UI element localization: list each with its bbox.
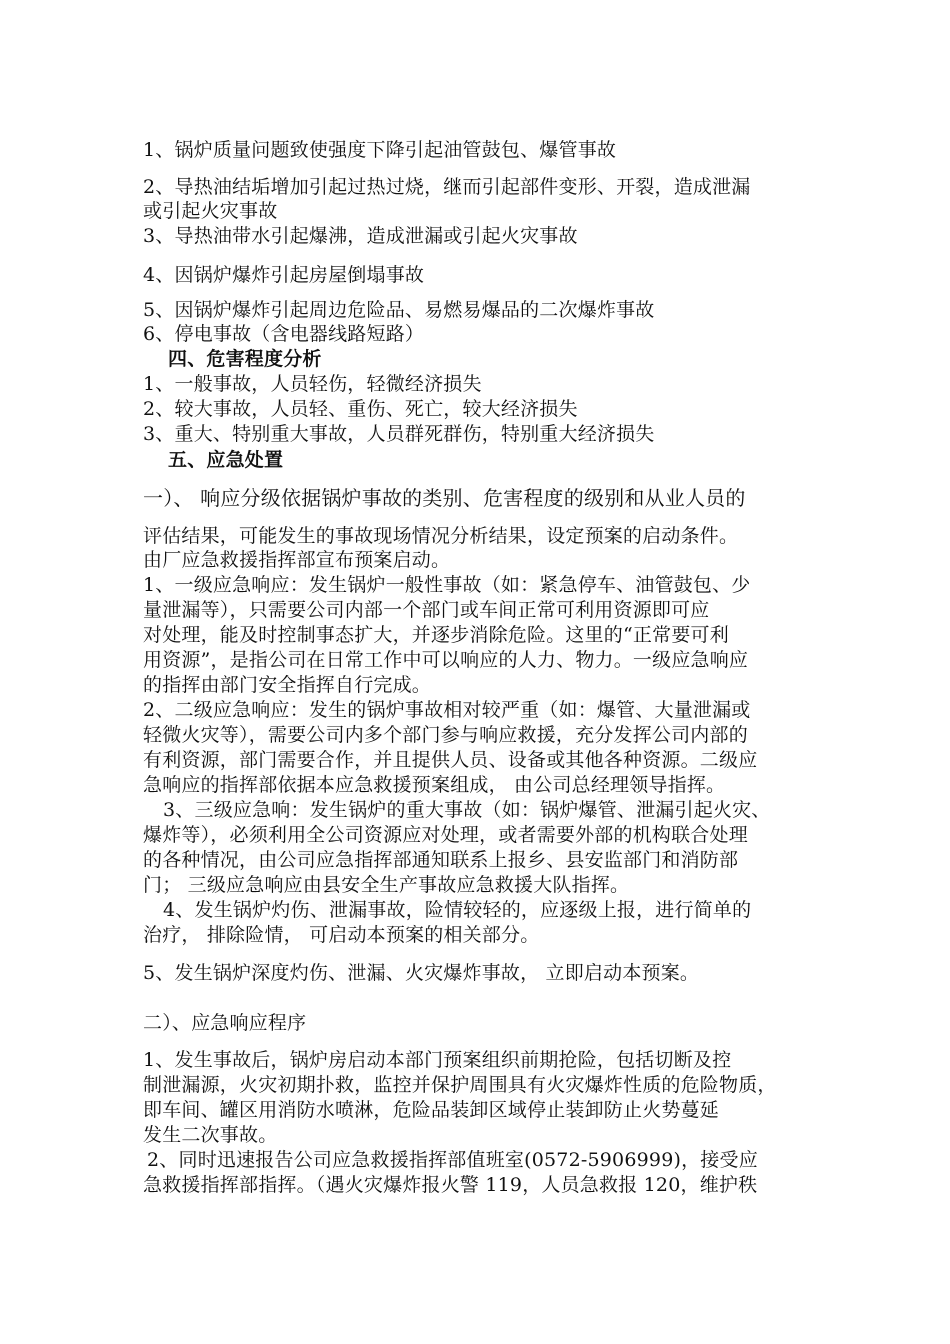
text-line: 制泄漏源，火灾初期扑救，监控并保护周围具有火灾爆炸性质的危险物质， — [143, 1074, 777, 1096]
text-line: 或引起火灾事故 — [143, 200, 278, 222]
text-line: 轻微火灾等），需要公司内多个部门参与响应救援，充分发挥公司内部的 — [143, 724, 748, 746]
text-line: 的指挥由部门安全指挥自行完成。 — [143, 674, 432, 696]
text-line: 2、较大事故，人员轻、重伤、死亡，较大经济损失 — [143, 398, 578, 420]
text-line: 急救援指挥部指挥。（遇火灾爆炸报火警 119，人员急救报 120，维护秩 — [143, 1174, 758, 1196]
text-line: 3、重大、特别重大事故，人员群死群伤，特别重大经济损失 — [143, 423, 655, 445]
text-line: 1、发生事故后，锅炉房启动本部门预案组织前期抢险，包括切断及控 — [143, 1049, 732, 1071]
text-line: 1、锅炉质量问题致使强度下降引起油管鼓包、爆管事故 — [143, 139, 617, 161]
text-line: 3、三级应急响：发生锅炉的重大事故（如：锅炉爆管、泄漏引起火灾、 — [163, 799, 771, 821]
text-line: 由厂应急救援指挥部宣布预案启动。 — [143, 549, 451, 571]
text-line: 1、一级应急响应：发生锅炉一般性事故（如：紧急停车、油管鼓包、少 — [143, 574, 751, 596]
text-line: 4、发生锅炉灼伤、泄漏事故，险情较轻的，应逐级上报，进行简单的 — [163, 899, 752, 921]
text-line: 3、导热油带水引起爆沸，造成泄漏或引起火灾事故 — [143, 225, 578, 247]
text-line: 评估结果，可能发生的事故现场情况分析结果，设定预案的启动条件。 — [143, 525, 739, 547]
section-heading: 五、应急处置 — [168, 449, 284, 471]
text-line: 2、二级应急响应：发生的锅炉事故相对较严重（如：爆管、大量泄漏或 — [143, 699, 751, 721]
text-line: 5、因锅炉爆炸引起周边危险品、易燃易爆品的二次爆炸事故 — [143, 299, 655, 321]
text-line: 二）、应急响应程序 — [143, 1012, 307, 1034]
text-line: 有利资源，部门需要合作，并且提供人员、设备或其他各种资源。二级应 — [143, 749, 758, 771]
text-line: 2、导热油结垢增加引起过热过烧，继而引起部件变形、开裂，造成泄漏 — [143, 176, 751, 198]
text-line: 4、因锅炉爆炸引起房屋倒塌事故 — [143, 264, 425, 286]
text-line: 对处理，能及时控制事态扩大，并逐步消除危险。这里的“正常要可利 — [143, 624, 729, 646]
text-line: 爆炸等），必须利用全公司资源应对处理，或者需要外部的机构联合处理 — [143, 824, 748, 846]
text-line: 治疗， 排除险情， 可启动本预案的相关部分。 — [143, 924, 540, 946]
text-line: 急响应的指挥部依据本应急救援预案组成， 由公司总经理领导指挥。 — [143, 774, 726, 796]
text-line: 门； 三级应急响应由县安全生产事故应急救援大队指挥。 — [143, 874, 630, 896]
text-line: 6、停电事故（含电器线路短路） — [143, 323, 425, 345]
text-line: 量泄漏等），只需要公司内部一个部门或车间正常可利用资源即可应 — [143, 599, 710, 621]
text-line: 即车间、罐区用消防水喷淋，危险品装卸区域停止装卸防止火势蔓延 — [143, 1099, 720, 1121]
text-line: 的各种情况，由公司应急指挥部通知联系上报乡、县安监部门和消防部 — [143, 849, 739, 871]
text-line: 发生二次事故。 — [143, 1124, 278, 1146]
section-heading: 四、危害程度分析 — [168, 348, 322, 370]
text-line: 用资源”，是指公司在日常工作中可以响应的人力、物力。一级应急响应 — [143, 649, 749, 671]
text-line: 1、一般事故，人员轻伤，轻微经济损失 — [143, 373, 482, 395]
text-line: 5、发生锅炉深度灼伤、泄漏、火灾爆炸事故， 立即启动本预案。 — [143, 962, 700, 984]
text-line: 2、同时迅速报告公司应急救援指挥部值班室(0572-5906999)，接受应 — [147, 1149, 758, 1171]
text-line: 一）、 响应分级依据锅炉事故的类别、危害程度的级别和从业人员的 — [143, 486, 746, 510]
